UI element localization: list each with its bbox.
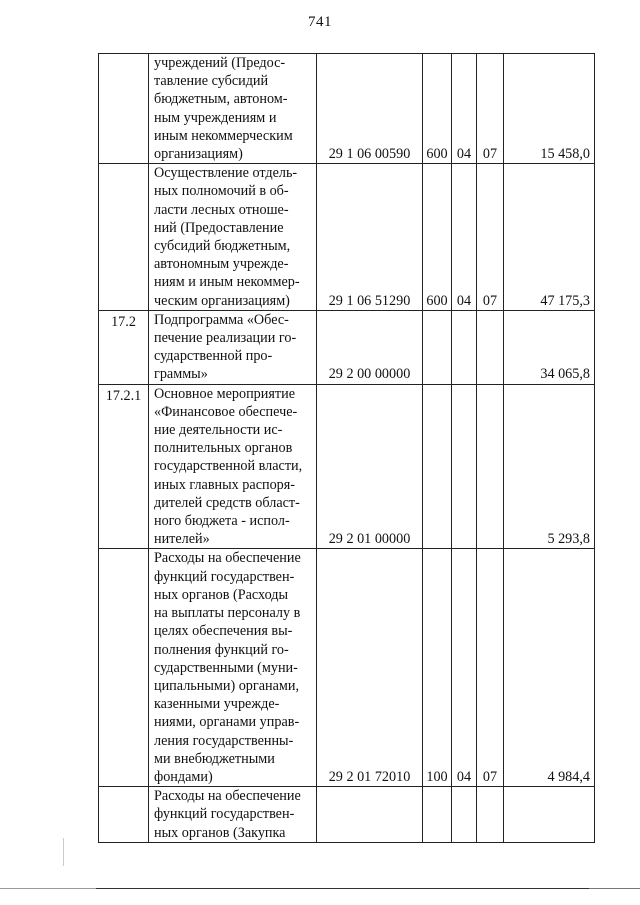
name-line: Подпрограмма «Обес-	[154, 311, 289, 328]
name-line: полнительных органов	[154, 440, 293, 457]
amount: 4 984,4	[504, 549, 595, 787]
name-line: фондами)	[154, 768, 213, 785]
table-row	[99, 164, 595, 311]
row-number	[99, 164, 149, 311]
name-line: ниям и иным некоммер-	[154, 274, 300, 291]
amount: 5 293,8	[504, 384, 595, 549]
name-line: функций государствен-	[154, 806, 295, 823]
expense-type-code	[423, 384, 452, 549]
expense-type-code	[423, 787, 452, 843]
row-number	[99, 54, 149, 164]
name-line: Расходы на обеспечение	[154, 788, 301, 805]
name-line: ласти лесных отноше-	[154, 201, 289, 218]
name-line: ных полномочий в об-	[154, 183, 289, 200]
name-line: граммы»	[154, 366, 208, 383]
target-code: 29 2 01 00000	[317, 384, 423, 549]
subsection-code	[477, 310, 504, 384]
amount	[504, 787, 595, 843]
name-line: дителей средств област-	[154, 494, 300, 511]
amount: 47 175,3	[504, 164, 595, 311]
expense-type-code: 100	[423, 549, 452, 787]
section-code	[452, 384, 477, 549]
subsection-code	[477, 384, 504, 549]
name-line: Расходы на обеспечение	[154, 550, 301, 567]
name-line: ления государственны-	[154, 732, 294, 749]
name-line: ми внебюджетными	[154, 750, 275, 767]
name-line: иных главных распоря-	[154, 476, 296, 493]
name-line: полнения функций го-	[154, 641, 289, 658]
row-number: 17.2	[99, 310, 149, 384]
name-line: нителей»	[154, 531, 210, 548]
name-line: печение реализации го-	[154, 330, 297, 347]
table-row	[99, 310, 595, 384]
scan-mark	[63, 838, 64, 866]
name-line: Основное мероприятие	[154, 385, 295, 402]
row-number	[99, 549, 149, 787]
name-line: автономным учрежде-	[154, 256, 289, 273]
row-number	[99, 787, 149, 843]
name-line: Осуществление отдель-	[154, 165, 298, 182]
expense-name	[149, 164, 317, 311]
name-line: организациям)	[154, 146, 243, 163]
name-line: ципальными) органами,	[154, 677, 300, 694]
name-line: сударственной про-	[154, 348, 273, 365]
name-line: учреждений (Предос-	[154, 55, 286, 71]
table-row	[99, 549, 595, 787]
target-code: 29 1 06 00590	[317, 54, 423, 164]
table-row	[99, 54, 595, 164]
name-line: тавление субсидий	[154, 73, 269, 90]
name-line: ного бюджета - испол-	[154, 513, 290, 530]
name-line: казенными учрежде-	[154, 696, 280, 713]
name-line: бюджетным, автоном-	[154, 91, 288, 108]
expense-name	[149, 787, 317, 843]
name-line: ниями, органами управ-	[154, 714, 300, 731]
name-line: государственной власти,	[154, 458, 303, 475]
expense-name	[149, 384, 317, 549]
section-code: 04	[452, 54, 477, 164]
name-line: иным некоммерческим	[154, 127, 293, 144]
name-line: функций государствен-	[154, 568, 295, 585]
amount: 34 065,8	[504, 310, 595, 384]
target-code: 29 2 01 72010	[317, 549, 423, 787]
target-code: 29 2 00 00000	[317, 310, 423, 384]
table-row	[99, 787, 595, 843]
name-line: на выплаты персоналу в	[154, 605, 301, 622]
name-line: ческим организациям)	[154, 292, 290, 309]
page-bottom-rule	[0, 888, 640, 889]
page-number: 741	[308, 14, 332, 30]
name-line: ние деятельности ис-	[154, 422, 283, 439]
subsection-code: 07	[477, 164, 504, 311]
name-line: «Финансовое обеспече-	[154, 403, 298, 420]
amount: 15 458,0	[504, 54, 595, 164]
expense-type-code: 600	[423, 54, 452, 164]
subsection-code: 07	[477, 54, 504, 164]
row-number: 17.2.1	[99, 384, 149, 549]
section-code: 04	[452, 549, 477, 787]
subsection-code: 07	[477, 549, 504, 787]
expense-type-code	[423, 310, 452, 384]
table-row	[99, 384, 595, 549]
name-line: ных органов (Расходы	[154, 586, 289, 603]
budget-table	[98, 53, 595, 843]
name-line: ний (Предоставление	[154, 219, 284, 236]
expense-name	[149, 310, 317, 384]
expense-name	[149, 54, 317, 164]
target-code: 29 1 06 51290	[317, 164, 423, 311]
expense-name	[149, 549, 317, 787]
name-line: целях обеспечения вы-	[154, 623, 293, 640]
section-code	[452, 310, 477, 384]
section-code	[452, 787, 477, 843]
name-line: ным учреждениям и	[154, 109, 277, 126]
name-line: субсидий бюджетным,	[154, 238, 291, 255]
name-line: сударственными (муни-	[154, 659, 298, 676]
target-code	[317, 787, 423, 843]
section-code: 04	[452, 164, 477, 311]
name-line: ных органов (Закупка	[154, 824, 286, 841]
expense-type-code: 600	[423, 164, 452, 311]
subsection-code	[477, 787, 504, 843]
